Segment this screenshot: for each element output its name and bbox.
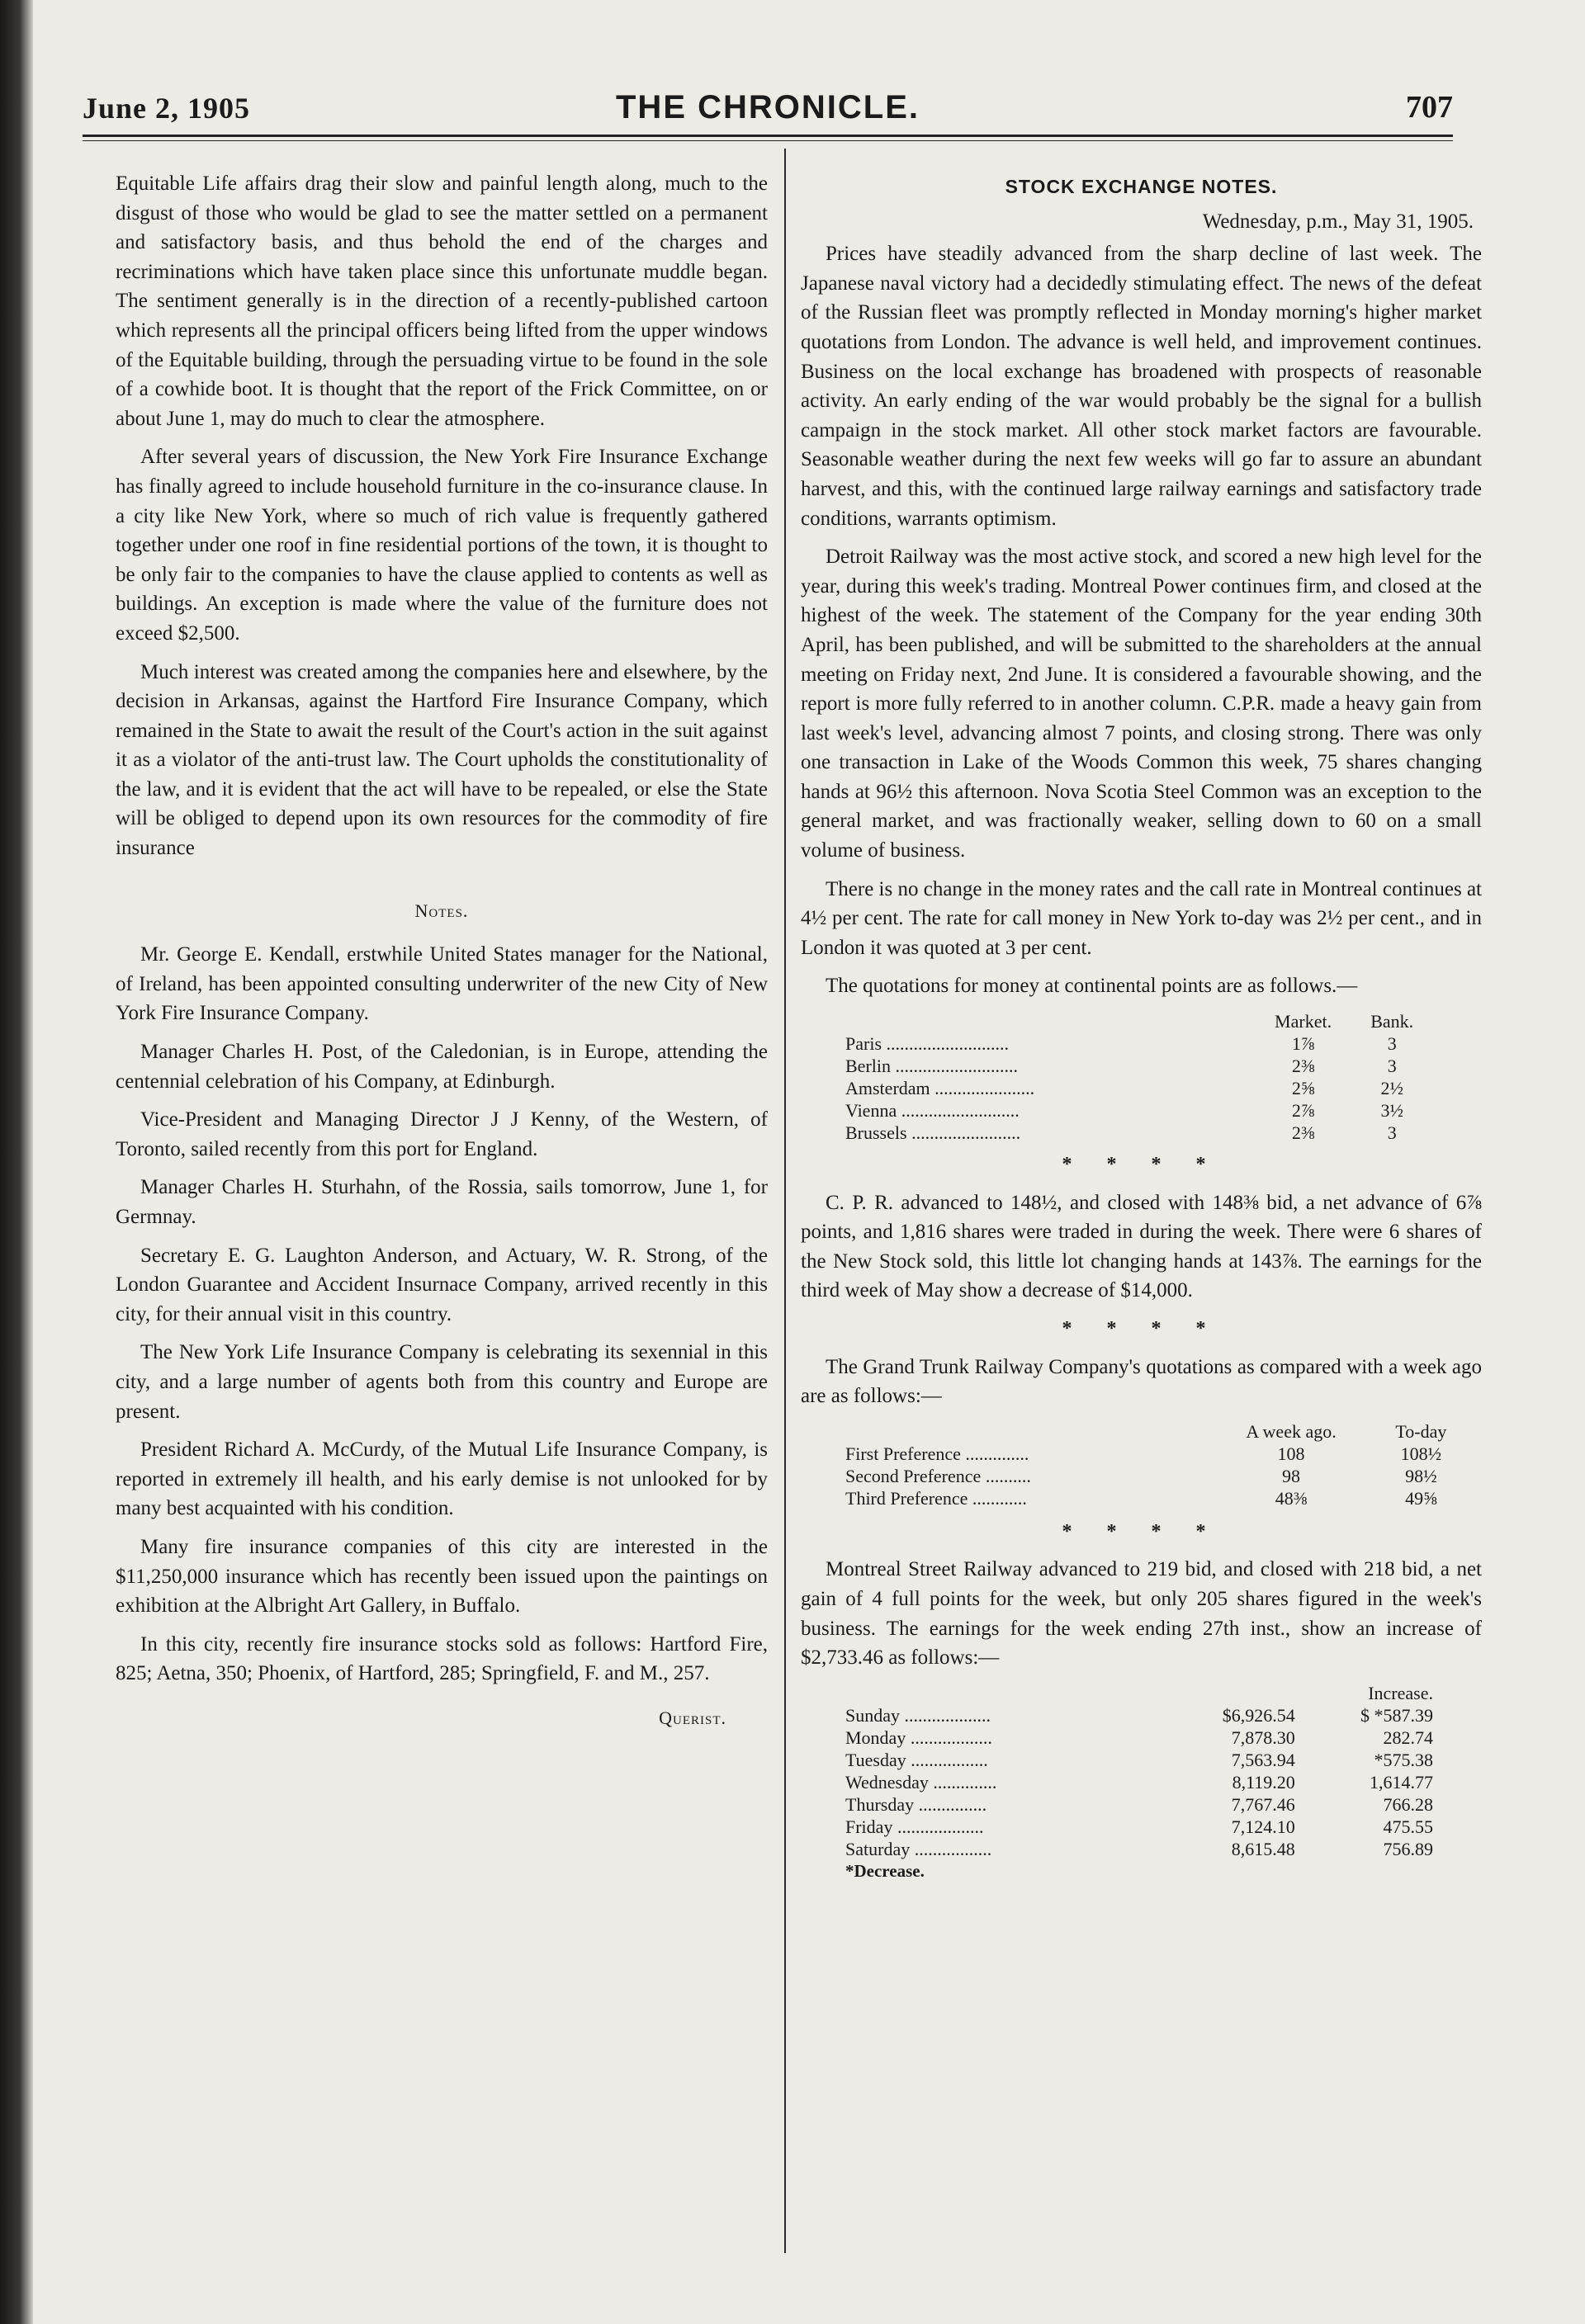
day-name: Thursday: [845, 1793, 915, 1815]
dateline: Wednesday, p.m., May 31, 1905.: [1202, 210, 1474, 233]
earnings-increase: 766.28: [1383, 1793, 1433, 1815]
equitable-paragraph: Equitable Life affairs drag their slow and painful length along, much to the disgust of those who would be glad to see the matter settled on a permanent and satisfactory basis, and thus behold the end of the charges and recriminations which have taken place since this unfortunate muddle began. The sentiment generally is in the direction of a recently-published cartoon which represents all the principal officers being lifted from the upper windows of the Equitable building, through the persuading virtue to be found in the sole of a cowhide boot. It is thought that the report of the Frick Committee, on or about June 1, may do much to clear the atmosphere.: [116, 172, 768, 430]
binding-edge: [0, 0, 33, 2324]
table-row: Amsterdam ...................... 2⅝ 2½: [842, 1077, 1436, 1099]
city-name: Amsterdam: [845, 1078, 930, 1099]
table-header-row: [842, 1010, 1436, 1032]
city-name: Brussels: [845, 1122, 907, 1144]
table-row: Paris ........................... 1⅞ 3: [842, 1032, 1436, 1055]
table-row: Vienna .......................... 2⅞ 3½: [842, 1099, 1436, 1122]
earnings-increase: 475.55: [1383, 1816, 1433, 1837]
note-item: In this city, recently fire insurance stocks sold as follows: Hartford Fire, 825; Aetna, 350; Phoenix, of Hartford, 285; Springfield, F. and M., 257.: [116, 1632, 768, 1685]
city-name: Paris: [845, 1033, 882, 1055]
table-row: Second Preference .......... 98 98½: [842, 1465, 1486, 1487]
table-row: Monday .................. 7,878.30 282.74: [842, 1726, 1436, 1749]
section-separator: * * * *: [1062, 1154, 1221, 1176]
notes-heading: Notes.: [414, 900, 469, 921]
week-ago-value: 98: [1282, 1465, 1301, 1486]
day-name: Monday: [845, 1726, 906, 1748]
note-item: Manager Charles H. Sturhahn, of the Rossia, sails tomorrow, June 1, for Germnay.: [116, 1176, 768, 1228]
note-item: Mr. George E. Kendall, erstwhile United States manager for the National, of Ireland, has been appointed consulting underwriter of the new City of New York Fire Insurance Company.: [116, 943, 768, 1025]
preference-name: First Preference: [845, 1443, 961, 1464]
week-ago-value: 48⅜: [1275, 1487, 1308, 1509]
table-header-row: [842, 1420, 1486, 1443]
column-header: To-day: [1395, 1420, 1447, 1442]
market-rate: 2⅞: [1291, 1100, 1315, 1122]
detroit-paragraph: Detroit Railway was the most active stock, and scored a new high level for the year, during this week's trading. Montreal Power continues firm, and closed at the highest of the week. The statement of the Company for the year ending 30th April, has been published, and will be submitted to the shareholders at the annual meeting on Friday next, 2nd June. It is considered a favourable showing, and the report is more fully referred to in another column. C.P.R. made a heavy gain from last week's level, advancing almost 7 points, and closing strong. There was only one transaction in Lake of the Woods Common this week, 75 shares changing hands at 96½ this afternoon. Nova Scotia Steel Common was an exception to the general market, and was fractionally weaker, selling down to 60 on a small volume of business.: [801, 546, 1482, 862]
day-name: Wednesday: [845, 1771, 929, 1793]
table-row: Saturday ................. 8,615.48 756.89: [842, 1838, 1436, 1860]
city-name: Berlin: [845, 1056, 891, 1077]
section-title: STOCK EXCHANGE NOTES.: [1005, 176, 1278, 197]
right-column: [801, 169, 1482, 1889]
page-number: 707: [1406, 90, 1453, 125]
grand-trunk-table: [842, 1420, 1486, 1509]
earnings-amount: 7,767.46: [1231, 1793, 1295, 1815]
table-footnote-row: [842, 1860, 1436, 1882]
earnings-amount: 7,124.10: [1231, 1816, 1295, 1837]
earnings-amount: 8,615.48: [1231, 1838, 1295, 1859]
earnings-amount: 7,563.94: [1231, 1749, 1295, 1770]
today-value: 108½: [1400, 1443, 1442, 1464]
note-item: Many fire insurance companies of this city are interested in the $11,250,000 insurance which has recently been issued upon the paintings on exhibition at the Albright Art Gallery, in Buffalo.: [116, 1535, 768, 1618]
day-name: Saturday: [845, 1838, 911, 1859]
earnings-increase: 756.89: [1383, 1838, 1433, 1859]
earnings-amount: $6,926.54: [1222, 1704, 1295, 1726]
header-rule-thin: [83, 140, 1453, 141]
bank-rate: 2½: [1380, 1078, 1403, 1099]
table-row: Sunday ................... $6,926.54 $ *587.39: [842, 1704, 1436, 1726]
day-name: Friday: [845, 1816, 893, 1837]
earnings-table: [842, 1682, 1436, 1882]
table-row: Thursday ............... 7,767.46 766.28: [842, 1793, 1436, 1816]
preference-name: Third Preference: [845, 1487, 968, 1509]
signature: Querist.: [659, 1707, 726, 1728]
market-rate: 2⅜: [1291, 1056, 1315, 1077]
today-value: 49⅝: [1405, 1487, 1437, 1509]
page-header: [83, 83, 1453, 132]
note-item: The New York Life Insurance Company is celebrating its sexennial in this city, and a large number of agents both from this country and Europe are present.: [116, 1341, 768, 1423]
earnings-increase: 282.74: [1383, 1726, 1433, 1748]
table-header-row: [842, 1682, 1436, 1704]
day-name: Sunday: [845, 1704, 900, 1726]
week-ago-value: 108: [1277, 1443, 1305, 1464]
decrease-footnote: *Decrease.: [845, 1860, 925, 1881]
table-row: Tuesday ................. 7,563.94 *575.38: [842, 1749, 1436, 1771]
bank-rate: 3: [1387, 1033, 1397, 1055]
column-header: Market.: [1275, 1011, 1332, 1032]
table-row: Friday ................... 7,124.10 475.55: [842, 1816, 1436, 1838]
money-rates-table: [842, 1010, 1436, 1144]
money-rates-paragraph: There is no change in the money rates and the call rate in Montreal continues at 4½ per cent. The rate for call money in New York to-day was 2½ per cent., and in London it was quoted at 3 per cent.: [801, 877, 1482, 959]
publication-title: THE CHRONICLE.: [616, 89, 920, 125]
left-column: [116, 169, 768, 1733]
bank-rate: 3: [1387, 1056, 1397, 1077]
note-item: Vice-President and Managing Director J J Kenny, of the Western, of Toronto, sailed recently from this port for England.: [116, 1108, 768, 1160]
earnings-increase: 1,614.77: [1370, 1771, 1433, 1793]
street-railway-paragraph: Montreal Street Railway advanced to 219 bid, and closed with 218 bid, a net gain of 4 full points for the week, but only 205 shares figured in the week's business. The earnings for the week ending 27th inst., show an increase of $2,733.46 as follows:—: [801, 1558, 1482, 1670]
grand-trunk-intro: The Grand Trunk Railway Company's quotations as compared with a week ago are as follows:—: [801, 1355, 1482, 1408]
note-item: President Richard A. McCurdy, of the Mutual Life Insurance Company, is reported in extremely ill health, and his early demise is not unlooked for by many best acquainted with his condition.: [116, 1438, 768, 1520]
issue-date: June 2, 1905: [83, 92, 251, 125]
column-header: A week ago.: [1246, 1420, 1337, 1442]
arkansas-paragraph: Much interest was created among the companies here and elsewhere, by the decision in Arkansas, against the Hartford Fire Insurance Company, which remained in the State to await the result of the Court's action in the suit against it as a violator of the anti-trust law. The Court upholds the constitutionality of the law, and it is evident that the act will have to be repealed, or else the State will be obliged to depend upon its own resources for the commodity of fire insurance: [116, 660, 768, 860]
earnings-amount: 7,878.30: [1231, 1726, 1295, 1748]
header-rule: [83, 135, 1453, 137]
earnings-amount: 8,119.20: [1232, 1771, 1295, 1793]
market-paragraph: Prices have steadily advanced from the sharp decline of last week. The Japanese naval victory had a decidedly stimulating effect. The news of the defeat of the Russian fleet was promptly reflected in Monday morning's higher market quotations from London. The advance is well held, and improvement continues. Business on the local exchange has broadened with prospects of reasonable activity. An early ending of the war would probably be the signal for a bullish campaign in the stock market. All other stock market factors are favourable. Seasonable weather during the next few weeks will go far to assure an abundant harvest, and this, with the continued large railway earnings and satisfactory trade conditions, warrants optimism.: [801, 243, 1482, 530]
city-name: Vienna: [845, 1100, 897, 1122]
earnings-increase: $ *587.39: [1360, 1704, 1433, 1726]
table-row: Berlin ........................... 2⅜ 3: [842, 1055, 1436, 1077]
note-item: Manager Charles H. Post, of the Caledonian, is in Europe, attending the centennial celebration of his Company, at Edinburgh.: [116, 1041, 768, 1093]
bank-rate: 3½: [1380, 1100, 1403, 1122]
column-header: Increase.: [1368, 1682, 1433, 1703]
quotations-intro: The quotations for money at continental points are as follows.—: [826, 975, 1358, 998]
preference-name: Second Preference: [845, 1465, 982, 1486]
market-rate: 1⅞: [1291, 1033, 1315, 1055]
table-row: First Preference .............. 108 108½: [842, 1443, 1486, 1465]
fire-exchange-paragraph: After several years of discussion, the New York Fire Insurance Exchange has finally agreed to include household furniture in the co-insurance clause. In a city like New York, where so much of rich value is frequently gathered together under one roof in fine residential portions of the town, it is thought to be only fair to the companies to have the clause applied to contents as well as buildings. An exception is made where the value of the furniture does not exceed $2,500.: [116, 446, 768, 645]
cpr-paragraph: C. P. R. advanced to 148½, and closed with 148⅜ bid, a net advance of 6⅞ points, and 1,816 shares were traded in during the week. There were 6 shares of the New Stock sold, this little lot changing hands at 143⅞. The earnings for the third week of May show a decrease of $14,000.: [801, 1191, 1482, 1302]
market-rate: 2⅝: [1291, 1078, 1315, 1099]
column-divider: [784, 149, 786, 2253]
section-separator: * * * *: [1062, 1318, 1221, 1339]
table-row: Third Preference ............ 48⅜ 49⅝: [842, 1487, 1486, 1509]
note-item: Secretary E. G. Laughton Anderson, and Actuary, W. R. Strong, of the London Guarantee and Accident Insurnace Company, arrived recently in this city, for their annual visit in this country.: [116, 1244, 768, 1325]
bank-rate: 3: [1387, 1122, 1397, 1144]
section-separator: * * * *: [1062, 1520, 1221, 1542]
newspaper-page: [33, 0, 1585, 2324]
table-row: Brussels ........................ 2⅜ 3: [842, 1122, 1436, 1144]
earnings-increase: *575.38: [1374, 1749, 1433, 1770]
table-row: Wednesday .............. 8,119.20 1,614.77: [842, 1771, 1436, 1793]
column-header: Bank.: [1370, 1011, 1414, 1032]
market-rate: 2⅜: [1291, 1122, 1315, 1144]
day-name: Tuesday: [845, 1749, 906, 1770]
today-value: 98½: [1405, 1465, 1437, 1486]
